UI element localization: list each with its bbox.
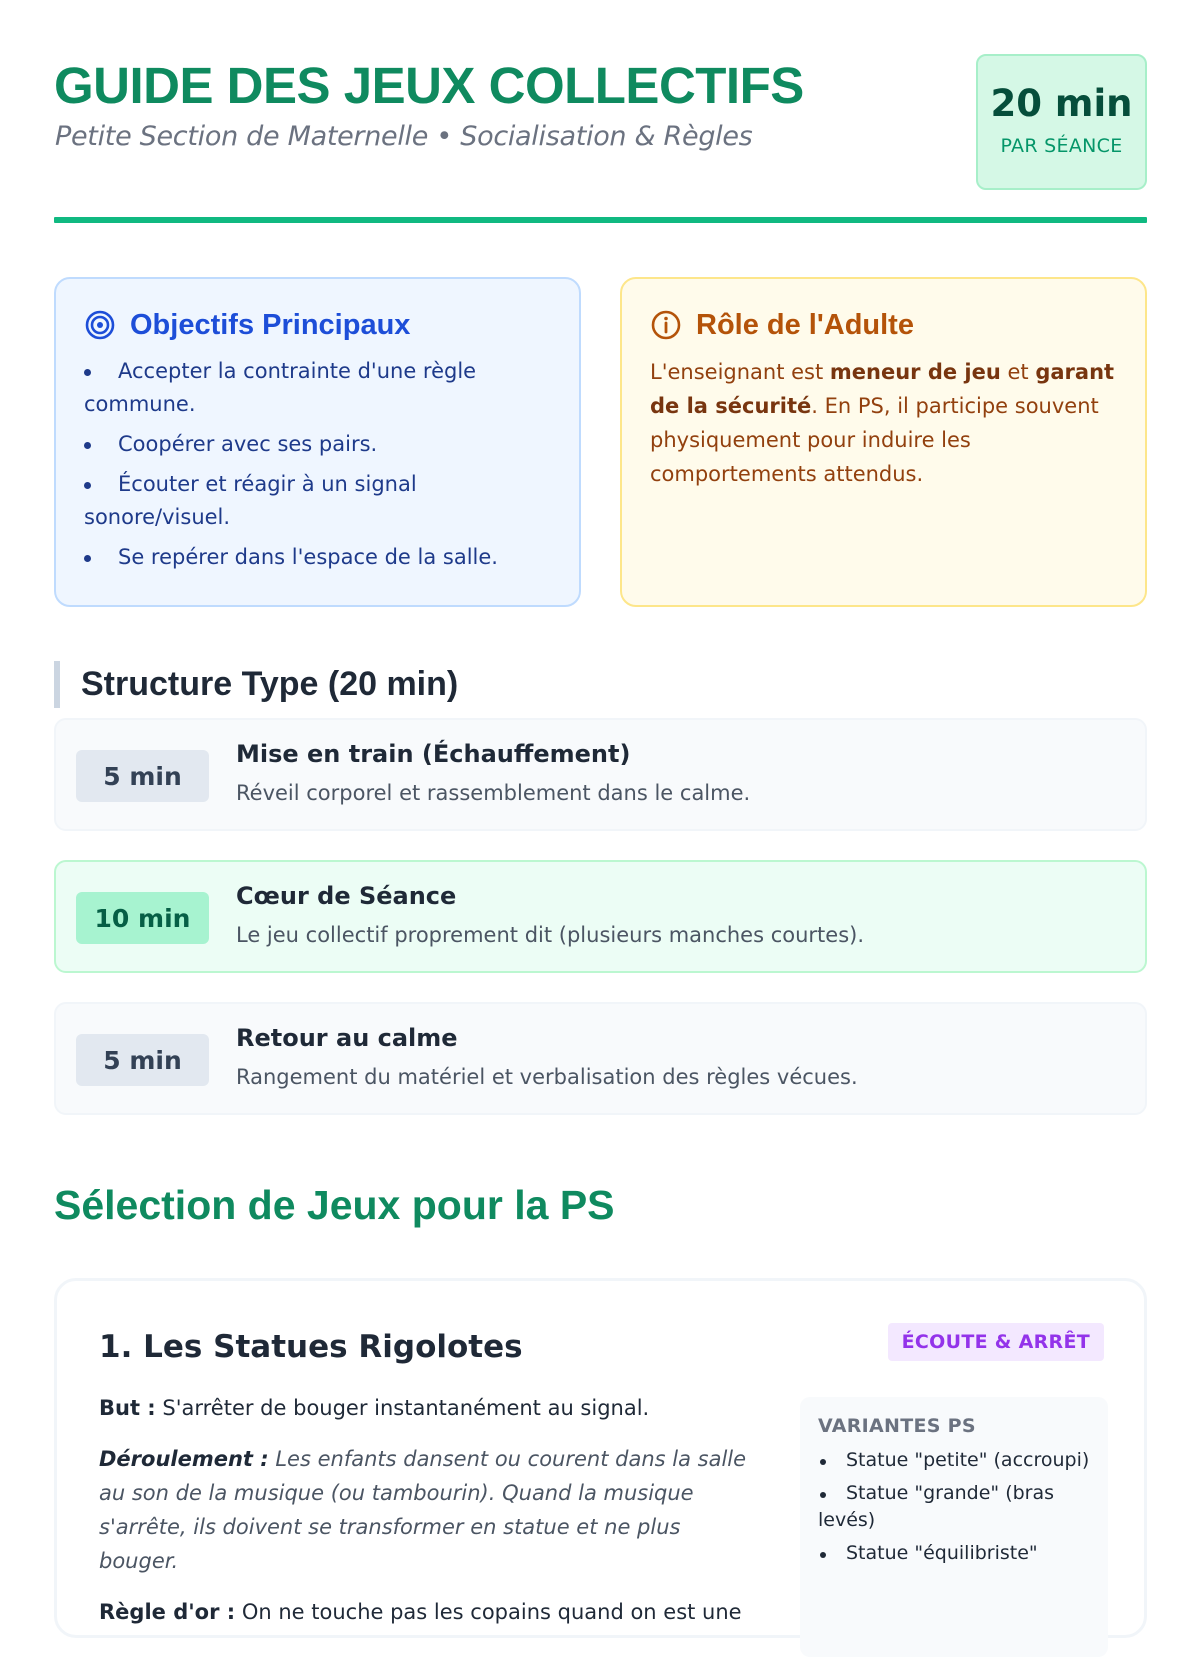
process-text: Les enfants dansent ou courent dans la salle au son de la musique (ou tambourin). Quand la musique s'arrête, ils doivent se transformer en statue et ne plus bouger. [99,1447,747,1573]
variant-item: Statue "équilibriste" [818,1540,1090,1567]
role-description [650,355,1117,491]
step-description: Rangement du matériel et verbalisation des règles vécues. [236,1065,858,1089]
variants-title: VARIANTES PS [818,1415,976,1437]
games-section-title: Sélection de Jeux pour la PS [54,1182,615,1228]
game-rule [99,1595,759,1629]
game-card-statues [54,1278,1147,1638]
objective-item: Se repérer dans l'espace de la salle. [84,541,551,574]
variant-item: Statue "petite" (accroupi) [818,1447,1090,1474]
variants-list [818,1447,1090,1567]
page-title: GUIDE DES JEUX COLLECTIFS [54,57,804,114]
session-duration-label: PAR SÉANCE [1000,135,1123,157]
structure-heading [54,661,458,708]
objectives-title: Objectifs Principaux [130,308,411,341]
step-description: Réveil corporel et rassemblement dans le calme. [236,781,751,805]
adult-role-card [620,277,1147,607]
role-title: Rôle de l'Adulte [696,308,914,341]
objective-item: Accepter la contrainte d'une règle commune. [84,355,551,421]
variant-item: Statue "grande" (bras levés) [818,1480,1090,1534]
game-category-tag: ÉCOUTE & ARRÊT [888,1323,1104,1361]
step-name: Cœur de Séance [236,882,457,910]
objectives-list [84,355,551,574]
step-duration: 5 min [76,750,209,802]
goal-text: S'arrêter de bouger instantanément au signal. [155,1396,650,1420]
goal-label: But : [99,1396,156,1420]
game-description [99,1391,759,1646]
step-description: Le jeu collectif proprement dit (plusieurs manches courtes). [236,923,865,947]
role-header [650,305,1117,345]
rule-label: Règle d'or : [99,1600,236,1624]
role-text-part: . En PS, il participe souvent physiquement pour induire les comportements attendus. [650,394,1099,486]
target-icon [84,309,116,341]
role-emphasis: meneur de jeu [829,360,1001,384]
session-duration-value: 20 min [990,82,1133,125]
role-text-part: L'enseignant est [650,360,830,384]
header [54,54,1147,194]
role-emphasis: garant de la sécurité [650,360,1115,418]
step-name: Retour au calme [236,1024,458,1052]
step-name: Mise en train (Échauffement) [236,740,631,768]
objectives-header [84,305,551,345]
game-process [99,1442,759,1578]
variants-box [800,1397,1108,1657]
structure-step-core [54,860,1147,973]
page-subtitle: Petite Section de Maternelle • Socialisation & Règles [55,121,753,152]
game-goal [99,1391,759,1425]
process-label: Déroulement : [99,1447,269,1471]
structure-step-cooldown [54,1002,1147,1115]
role-text-part: et [1000,360,1036,384]
structure-title: Structure Type (20 min) [81,665,459,703]
structure-step-warmup [54,718,1147,831]
step-duration: 10 min [76,892,209,944]
section-accent-bar [54,661,60,708]
game-title: 1. Les Statues Rigolotes [99,1329,523,1365]
rule-text: On ne touche pas les copains quand on est une [235,1600,742,1624]
header-divider [54,217,1147,223]
info-icon [650,309,682,341]
objectives-card [54,277,581,607]
session-duration-badge [976,54,1147,190]
objective-item: Coopérer avec ses pairs. [84,428,551,461]
step-duration: 5 min [76,1034,209,1086]
objective-item: Écouter et réagir à un signal sonore/visuel. [84,468,551,534]
